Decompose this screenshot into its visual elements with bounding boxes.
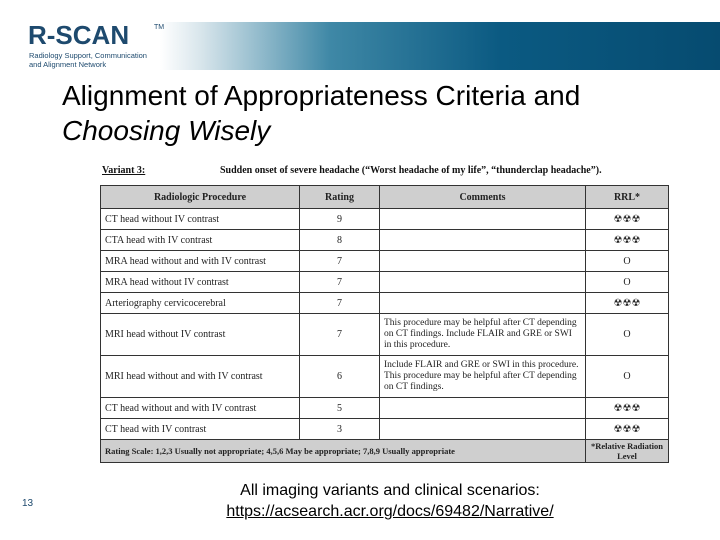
table-row xyxy=(101,209,669,230)
logo-trademark: TM xyxy=(154,24,165,31)
procedure-cell: Arteriography cervicocerebral xyxy=(101,293,300,314)
logo-tagline-line-1: Radiology Support, Communication xyxy=(29,51,147,60)
procedure-cell: MRA head without IV contrast xyxy=(101,272,300,293)
procedure-cell: CT head without and with IV contrast xyxy=(101,398,300,419)
procedure-cell: MRI head without and with IV contrast xyxy=(101,356,300,398)
rrl-cell: ☢☢☢ xyxy=(586,293,669,314)
comments-cell xyxy=(380,293,586,314)
acr-narrative-link[interactable]: https://acsearch.acr.org/docs/69482/Narrative/ xyxy=(226,503,554,520)
caption-text: All imaging variants and clinical scenarios: xyxy=(240,482,540,499)
rrl-cell: ☢☢☢ xyxy=(586,230,669,251)
table-row xyxy=(101,356,669,398)
rrl-cell: O xyxy=(586,251,669,272)
logo-tagline-line-2: and Alignment Network xyxy=(29,59,107,69)
procedure-cell: CT head without IV contrast xyxy=(101,209,300,230)
table-row xyxy=(101,398,669,419)
rrl-cell: O xyxy=(586,272,669,293)
procedure-cell: MRI head without IV contrast xyxy=(101,314,300,356)
slide-title-line-1: Alignment of Appropriateness Criteria and xyxy=(62,80,581,111)
table-row xyxy=(101,272,669,293)
rating-cell: 5 xyxy=(300,398,380,419)
rating-cell: 7 xyxy=(300,314,380,356)
comments-cell xyxy=(380,251,586,272)
comments-cell: This procedure may be helpful after CT depending on CT findings. Include FLAIR and GRE or SWI in this procedure. xyxy=(380,314,586,356)
rating-scale-row xyxy=(101,440,669,463)
table-row xyxy=(101,419,669,440)
rating-cell: 7 xyxy=(300,293,380,314)
table-row xyxy=(101,293,669,314)
comments-cell xyxy=(380,272,586,293)
table-row xyxy=(101,314,669,356)
variant-description: Sudden onset of severe headache (“Worst headache of my life”, “thunderclap headache”). xyxy=(220,165,602,176)
procedure-cell: CT head with IV contrast xyxy=(101,419,300,440)
table-header-row xyxy=(101,186,669,209)
column-header-rating: Rating xyxy=(300,186,380,209)
rating-cell: 7 xyxy=(300,272,380,293)
procedure-cell: CTA head with IV contrast xyxy=(101,230,300,251)
criteria-table xyxy=(100,185,669,463)
table-row xyxy=(101,251,669,272)
procedure-cell: MRA head without and with IV contrast xyxy=(101,251,300,272)
comments-cell xyxy=(380,209,586,230)
rating-cell: 8 xyxy=(300,230,380,251)
r-scan-logo xyxy=(28,22,168,72)
logo-tagline xyxy=(29,52,169,69)
rating-cell: 7 xyxy=(300,251,380,272)
rrl-cell: ☢☢☢ xyxy=(586,419,669,440)
variant-label: Variant 3: xyxy=(102,165,146,176)
rating-scale-text: Rating Scale: 1,2,3 Usually not appropriate; 4,5,6 May be appropriate; 7,8,9 Usually appropriate xyxy=(101,440,586,463)
column-header-rrl: RRL* xyxy=(586,186,669,209)
caption xyxy=(140,480,640,522)
rating-cell: 6 xyxy=(300,356,380,398)
slide-title xyxy=(62,78,580,148)
comments-cell xyxy=(380,419,586,440)
comments-cell xyxy=(380,230,586,251)
rating-cell: 3 xyxy=(300,419,380,440)
page-number: 13 xyxy=(22,498,34,509)
comments-cell xyxy=(380,398,586,419)
column-header-procedure: Radiologic Procedure xyxy=(101,186,300,209)
column-header-comments: Comments xyxy=(380,186,586,209)
rrl-cell: ☢☢☢ xyxy=(586,209,669,230)
slide-title-line-2: Choosing Wisely xyxy=(62,115,271,146)
rrl-cell: O xyxy=(586,314,669,356)
rrl-cell: ☢☢☢ xyxy=(586,398,669,419)
relative-radiation-level-note: *Relative Radiation Level xyxy=(586,440,669,463)
comments-cell: Include FLAIR and GRE or SWI in this procedure. This procedure may be helpful after CT depending on CT findings. xyxy=(380,356,586,398)
appropriateness-criteria-table-image xyxy=(100,162,672,462)
rrl-cell: O xyxy=(586,356,669,398)
logo-wordmark: R-SCAN xyxy=(28,20,130,50)
table-row xyxy=(101,230,669,251)
rating-cell: 9 xyxy=(300,209,380,230)
